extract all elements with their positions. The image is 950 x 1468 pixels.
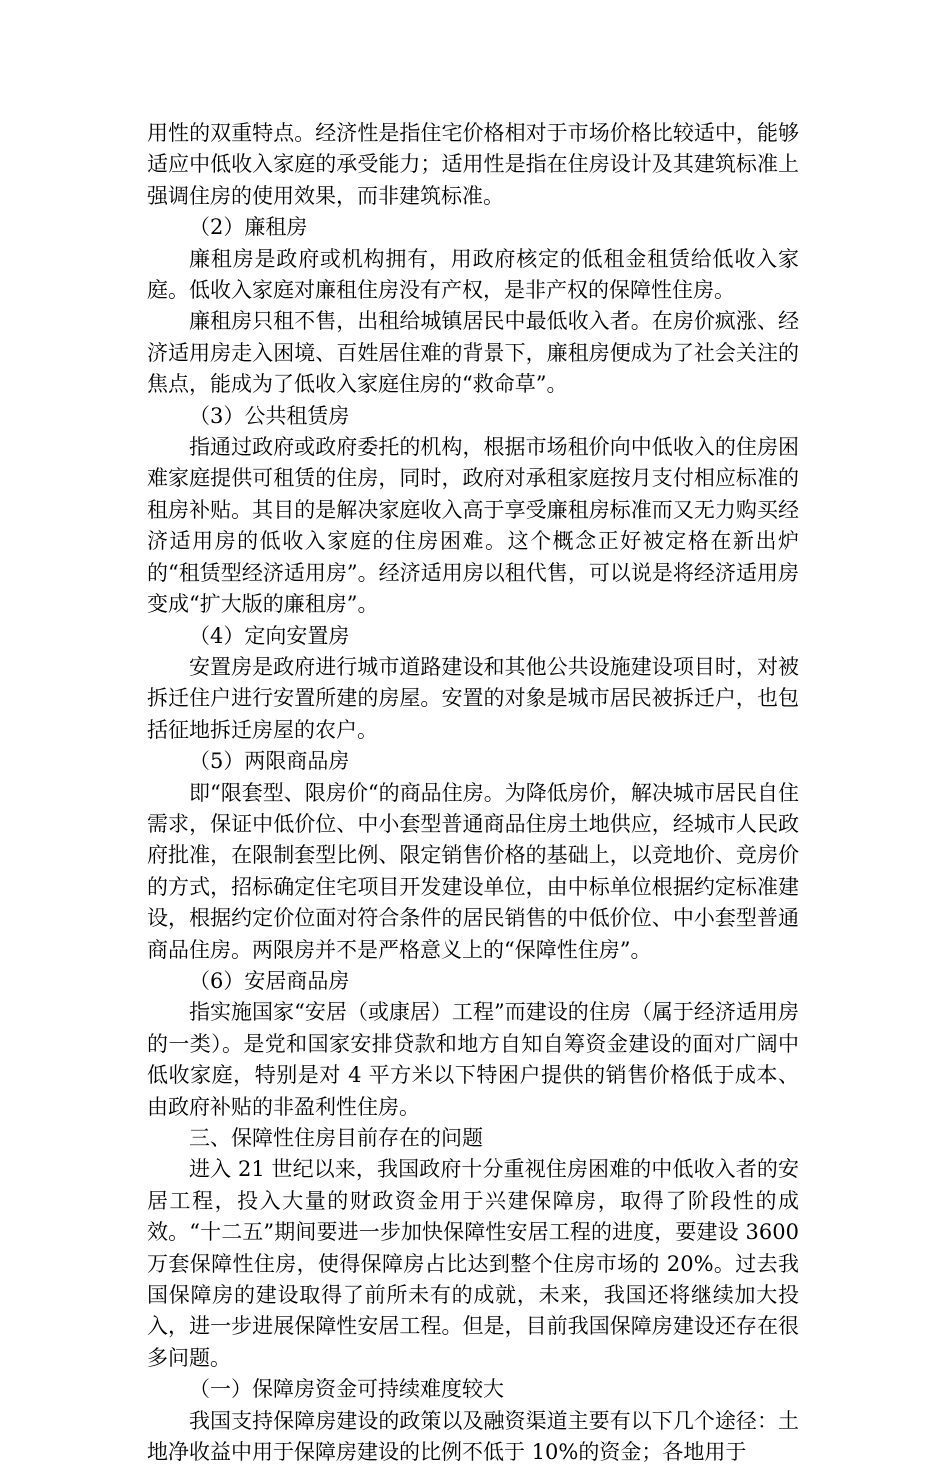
- paragraph-body: 廉租房是政府或机构拥有，用政府核定的低租金租赁给低收入家庭。低收入家庭对廉租住房没有产权，是非产权的保障性住房。: [147, 246, 799, 303]
- subheading-public-rental-housing: （3）公共租赁房: [189, 403, 350, 428]
- subheading-funding-sustainability: （一）保障房资金可持续难度较大: [189, 1377, 504, 1402]
- paragraph-body: 即“限套型、限房价“的商品住房。为降低房价，解决城市居民自住需求，保证中低价位、中小套型普通商品住房土地供应，经城市人民政府批准，在限制套型比例、限定销售价格的基础上，以竞地价、竞房价的方式，招标确定住宅项目开发建设单位，由中标单位根据约定标准建设，根据约定价位面对符合条件的居民销售的中低价位、中小套型普通商品住房。两限房并不是严格意义上的“保障性住房”。: [147, 780, 799, 962]
- paragraph-body: 我国支持保障房建设的政策以及融资渠道主要有以下几个途径：土地净收益中用于保障房建设的比例不低于 10%的资金；各地用于: [147, 1408, 799, 1465]
- subheading-price-limited-housing: （5）两限商品房: [189, 749, 350, 774]
- paragraph-body: 指实施国家“安居（或康居）工程”而建设的住房（属于经济适用房的一类）。是党和国家安排贷款和地方自知自筹资金建设的面对广阔中低收家庭，特别是对 4 平方米以下特困户提供的销售价格低于成本、由政府补贴的非盈利性住房。: [147, 1000, 799, 1119]
- subheading-comfortable-housing: （6）安居商品房: [189, 968, 350, 993]
- paragraph-body: 进入 21 世纪以来，我国政府十分重视住房困难的中低收入者的安居工程，投入大量的财政资金用于兴建保障房，取得了阶段性的成效。“十二五”期间要进一步加快保障性安居工程的进度，要建设 3600 万套保障性住房，使得保障房占比达到整个住房市场的 20%。过去我国保障房的建设取得了前所未有的成就，未来，我国还将继续加大投入，进一步进展保障性安居工程。但是，目前我国保障房建设还存在很多问题。: [147, 1157, 799, 1370]
- paragraph-body: 廉租房只租不售，出租给城镇居民中最低收入者。在房价疯涨、经济适用房走入困境、百姓居住难的背景下，廉租房便成为了社会关注的焦点，能成为了低收入家庭住房的“救命草”。: [147, 309, 799, 397]
- subheading-resettlement-housing: （4）定向安置房: [189, 623, 350, 648]
- paragraph-body-continued: 用性的双重特点。经济性是指住宅价格相对于市场价格比较适中，能够适应中低收入家庭的承受能力；适用性是指在住房设计及其建筑标准上强调住房的使用效果，而非建筑标准。: [147, 121, 799, 208]
- document-page: [147, 118, 799, 1468]
- section-heading-problems: 三、保障性住房目前存在的问题: [189, 1126, 483, 1150]
- subheading-low-rent-housing: （2）廉租房: [189, 215, 308, 240]
- paragraph-body: 安置房是政府进行城市道路建设和其他公共设施建设项目时，对被拆迁住户进行安置所建的房屋。安置的对象是城市居民被拆迁户，也包括征地拆迁房屋的农户。: [147, 654, 799, 742]
- paragraph-body: 指通过政府或政府委托的机构，根据市场租价向中低收入的住房困难家庭提供可租赁的住房，同时，政府对承租家庭按月支付相应标准的租房补贴。其目的是解决家庭收入高于享受廉租房标准而又无力购买经济适用房的低收入家庭的住房困难。这个概念正好被定格在新出炉的“租赁型经济适用房”。经济适用房以租代售，可以说是将经济适用房变成“扩大版的廉租房”。: [147, 435, 799, 617]
